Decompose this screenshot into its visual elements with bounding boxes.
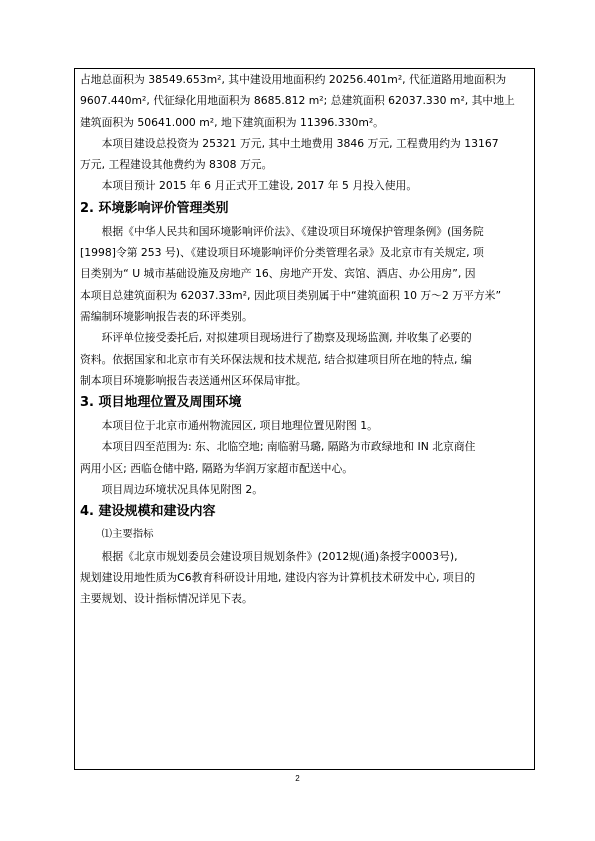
s2-p1-line-4: 本项目总建筑面积为 62037.33m², 因此项目类别属于中“建筑面积 10 万～2 万平方米” [80,288,502,302]
s3-p2-line-2: 两用小区; 西临仓储中路, 隔路为华润万家超市配送中心。 [80,461,354,475]
investment-line-1: 本项目建设总投资为 25321 万元, 其中土地费用 3846 万元, 工程费用约为 13167 [101,136,499,150]
s2-p1-line-2: [1998]令第 253 号)、《建设项目环境影响评价分类管理名录》及北京市有关规定, 项 [80,246,484,260]
section-2-heading: 2. 环境影响评价管理类别 [80,200,229,216]
s4-p1-line-3: 主要规划、设计指标情况详见下表。 [80,592,253,606]
document-body [80,69,530,610]
s2-p2-line-3: 制本项目环境影响报告表送通州区环保局审批。 [80,373,307,387]
s4-p1-line-1: 根据《北京市规划委员会建设项目规划条件》(2012规(通)条授字0003号), [101,549,458,563]
s2-p2-line-1: 环评单位接受委托后, 对拟建项目现场进行了勘察及现场监测, 并收集了必要的 [101,331,472,345]
s2-p1-line-1: 根据《中华人民共和国环境影响评价法》、《建设项目环境保护管理条例》(国务院 [101,224,484,238]
area-line-3: 建筑面积为 50641.000 m², 地下建筑面积为 11396.330m²。 [80,115,384,129]
investment-line-2: 万元, 工程建设其他费约为 8308 万元。 [80,158,273,172]
s4-subheading: ⑴主要指标 [101,528,154,541]
s2-p1-line-5: 需编制环境影响报告表的环评类别。 [80,309,253,323]
page-number: 2 [295,774,300,783]
area-line-2: 9607.440m², 代征绿化用地面积为 8685.812 m²; 总建筑面积 62037.330 m², 其中地上 [80,94,515,108]
s3-location-paragraph: 本项目位于北京市通州物流园区, 项目地理位置见附图 1。 [101,419,378,433]
section-4-heading: 4. 建设规模和建设内容 [80,504,216,520]
area-line-1: 占地总面积为 38549.653m², 其中建设用地面积约 20256.401m², 代征道路用地面积为 [80,73,507,86]
s4-p1-line-2: 规划建设用地性质为C6教育科研设计用地, 建设内容为计算机技术研发中心, 项目的 [80,570,476,584]
schedule-paragraph: 本项目预计 2015 年 6 月正式开工建设, 2017 年 5 月投入使用。 [101,179,418,193]
s3-p2-line-1: 本项目四至范围为: 东、北临空地; 南临驸马璐, 隔路为市政绿地和 IN 北京商住 [101,440,476,454]
s2-p1-line-3: 目类别为“ U 城市基础设施及房地产 16、房地产开发、宾馆、酒店、办公用房”, 因 [80,267,476,281]
section-3-heading: 3. 项目地理位置及周围环境 [80,395,242,411]
s3-surroundings-paragraph: 项目周边环境状况具体见附图 2。 [101,483,264,497]
s2-p2-line-2: 资料。依据国家和北京市有关环保法规和技术规范, 结合拟建项目所在地的特点, 编 [80,352,472,366]
